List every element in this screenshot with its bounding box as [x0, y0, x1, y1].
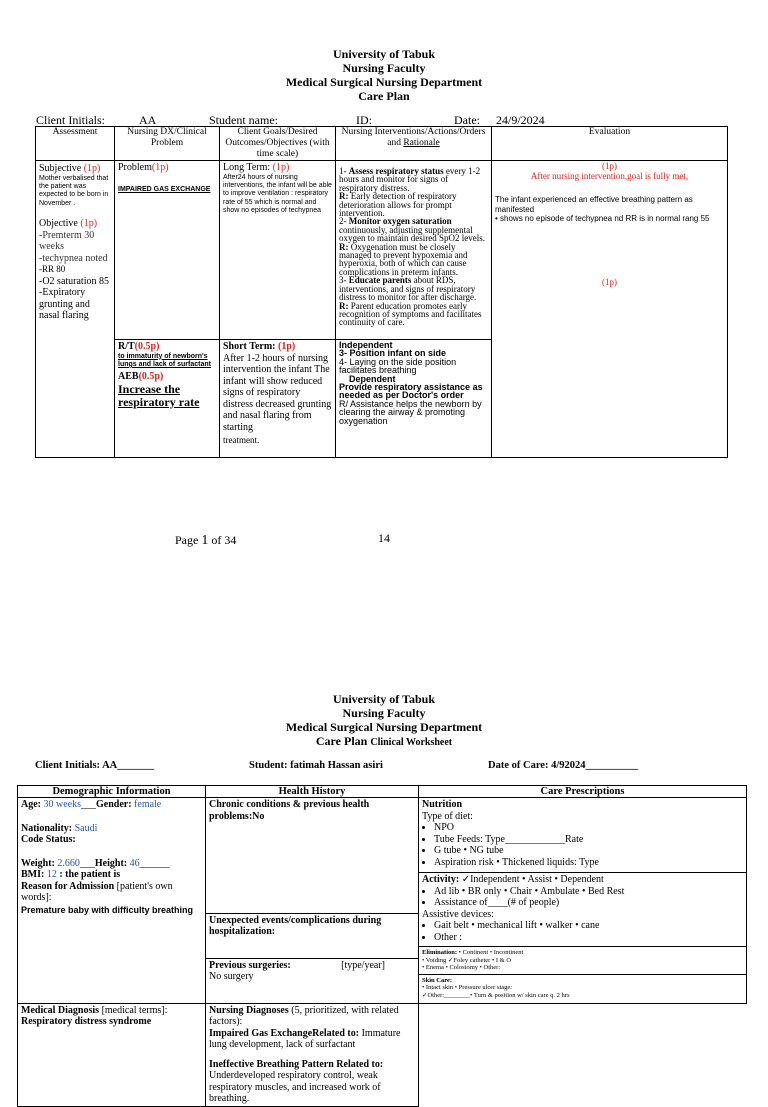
subjective-text: Mother verbalised that the patient was expected to be born in November .	[39, 174, 109, 207]
col-demographic: Demographic Information	[18, 786, 206, 798]
rt-aeb-cell: R/T(0.5p) to immaturity of newborn's lungs and lack of surfactant AEB(0.5p) Increase the respiratory rate	[115, 340, 220, 458]
long-term-text: After24 hours of nursing interventions, the infant will be able to improve ventilation : respiratory rate of 55 which is normal and show no episodes of techypnea	[223, 173, 332, 215]
clinical-worksheet-table	[17, 785, 747, 1107]
unexpected-events-cell: Unexpected events/complications during hospitalization:	[206, 913, 419, 958]
care-prescriptions-cell: Nutrition Type of diet: • NPO • Tube Feeds: Type____________Rate • G tube • NG tube • Aspiration risk • Thickened liquids: Type Activity: ✓Independent • Assist • Dependent • Ad lib • BR only • Chair • Ambulate • Bed Rest • Assistance of____(# of people) Assistive devices: • Gait belt • mechanical lift • walker • cane • Other : Elimination: • Continent • Incontinent • Voiding ✓Foley catheter • I & O • Enema • Colostomy • Other: Skin Care: • Intact skin • Pressure ulcer stage: ✓Other:________• Turn & position w/ skin care q. 2 hrs	[419, 798, 747, 1004]
page1-header	[0, 47, 768, 103]
col-assessment: Assessment	[36, 127, 115, 161]
interventions-cell: 1- Assess respiratory status every 1-2 hours and monitor for signs of respiratory distress. R: Early detection of respiratory deterioration allows for prompt intervention. 2- Monitor oxygen saturation continuously, adjusting supplemental oxygen to maintain desired SpO2 levels. R: Oxygenation must be closely managed to prevent hypoxemia and hyperoxia, both of which can cause complications in preterm infants. 3- Educate parents about RDS, interventions, and signs of respiratory distress to monitor for after discharge. R: Parent education promotes early recognition of symptoms and facilitates continuity of care.	[336, 161, 492, 340]
independent-dependent-cell: Independent 3- Position infant on side 4- Laying on the side position facilitates breathing Dependent Provide respiratory assistance as needed as per Doctor's order R/ Assistance helps the newborn by clearing the airway & promoting oxygenation	[336, 340, 492, 458]
page2-header: University of Tabuk Nursing Faculty Medical Surgical Nursing Department Care Plan Clinical Worksheet	[285, 692, 483, 748]
university-name: University of Tabuk	[332, 47, 436, 61]
short-term-text: After 1-2 hours of nursing intervention the infant The infant will show reduced signs of respiratory distress decreased grunting and nasal flaring from starting	[223, 352, 332, 433]
assessment-cell: Subjective (1p) Mother verbalised that the patient was expected to be born in November . Objective (1p) -Premterm 30 weeks -techypnea noted -RR 80 -O2 saturation 85 -Expiratory grunting and nasal flaring	[36, 161, 115, 458]
demographic-cell: Age: 30 weeks___Gender: female Nationality: Saudi Code Status: Weight: 2.660___Height: 46______ BMI: 12 : the patient is Reason for Admission [patient's own words]: Premature baby with difficulty breathing	[18, 798, 206, 1004]
col-goals: Client Goals/Desired Outcomes/Objectives (with time scale)	[220, 127, 336, 161]
page-footer: Page 1 of 34	[175, 533, 237, 548]
nursing-diagnoses-cell: Nursing Diagnoses (5, prioritized, with related factors): Impaired Gas ExchangeRelated to: Immature lung development, lack of surfactant Ineffective Breathing Pattern Related to: Underdeveloped respiratory control, weak respiratory muscles, and increased work of breathing.	[206, 1003, 419, 1106]
problem-title: IMPAIRED GAS EXCHANGE	[118, 185, 211, 193]
evaluation-status: After nursing intervention,goal is fully met,	[530, 170, 689, 181]
student-name-label: Student name:	[209, 113, 278, 127]
date-of-care: Date of Care: 4/92024__________	[488, 760, 638, 771]
evaluation-cell: (1p) After nursing intervention,goal is fully met, The infant experienced an effective breathing pattern as manifested • shows no episode of techypnea nd RR is in normal rang 55 (1p)	[492, 161, 728, 458]
client-initials: Client Initials: AA_______	[35, 760, 155, 771]
long-term-goal-cell: Long Term: (1p) After24 hours of nursing interventions, the infant will be able to improve ventilation : respiratory rate of 55 which is normal and show no episodes of techypnea	[220, 161, 336, 340]
student-name: Student: fatimah Hassan asiri	[249, 760, 383, 771]
problem-cell: Problem(1p) IMPAIRED GAS EXCHANGE	[115, 161, 220, 340]
client-initials-label: Client Initials:	[36, 113, 105, 127]
id-label: ID:	[356, 113, 372, 127]
client-initials-value: AA	[139, 113, 157, 127]
medical-diagnosis-cell: Medical Diagnosis [medical terms]: Respiratory distress syndrome	[18, 1003, 206, 1106]
date-value: 24/9/2024	[496, 113, 545, 127]
col-evaluation: Evaluation	[492, 127, 728, 161]
faculty-name: Nursing Faculty	[342, 61, 426, 75]
chronic-conditions-cell: Chronic conditions & previous health problems:No	[206, 798, 419, 914]
previous-surgeries-cell: Previous surgeries: [type/year] No surgery	[206, 958, 419, 1003]
date-label: Date:	[454, 113, 480, 127]
col-care-prescriptions: Care Prescriptions	[419, 786, 747, 798]
care-plan-table	[35, 126, 728, 458]
document-title: Care Plan	[358, 89, 410, 103]
col-nursing-dx: Nursing DX/Clinical Problem	[115, 127, 220, 161]
department-name: Medical Surgical Nursing Department	[285, 75, 483, 89]
short-term-goal-cell: Short Term: (1p) After 1-2 hours of nursing intervention the infant The infant will show reduced signs of respiratory distress decreased grunting and nasal flaring from starting treatment.	[220, 340, 336, 458]
side-page-number: 14	[378, 531, 390, 545]
col-interventions: Nursing Interventions/Actions/Orders and Rationale	[336, 127, 492, 161]
col-health-history: Health History	[206, 786, 419, 798]
